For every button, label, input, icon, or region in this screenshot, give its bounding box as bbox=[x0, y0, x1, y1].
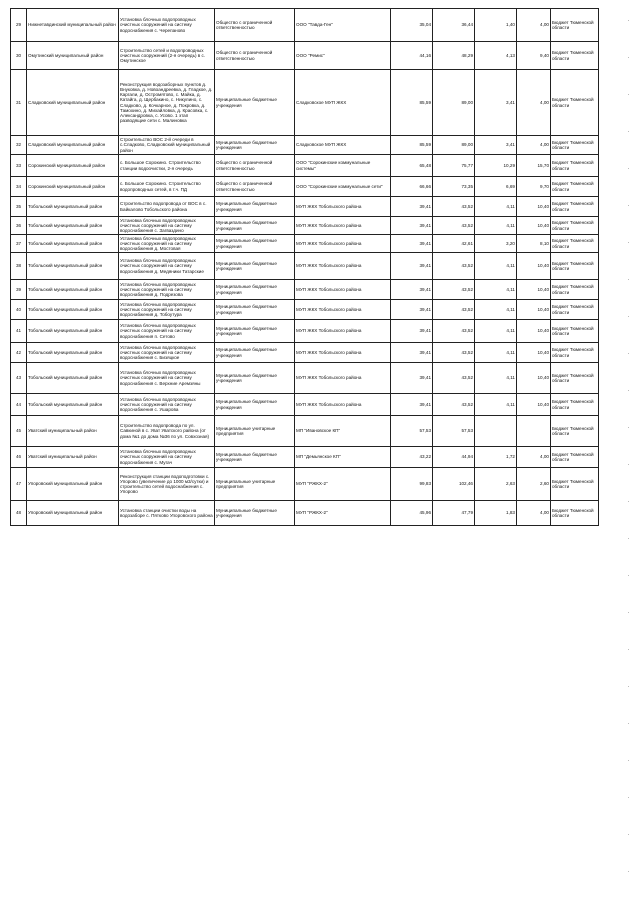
work-description-cell: Установка блочных водопроводных очистных сооружений на систему водоснабжения д. Мостовая bbox=[119, 235, 215, 253]
investment-program-table bbox=[10, 8, 599, 526]
municipality-cell: Упоровский муниципальный район bbox=[27, 501, 119, 526]
value-2-cell: 75,77 bbox=[433, 155, 475, 177]
value-3-cell: 4,11 bbox=[475, 363, 517, 394]
table-row bbox=[11, 320, 599, 343]
value-2-cell: 48,29 bbox=[433, 42, 475, 70]
scan-speckle bbox=[628, 168, 629, 169]
work-description-cell: с. Большое Сорокино. Строительство водопроводных сетей, в т.ч. ПД bbox=[119, 177, 215, 197]
row-number: 34 bbox=[11, 177, 27, 197]
value-4-cell: 10,40 bbox=[517, 217, 551, 235]
value-4-cell: 10,40 bbox=[517, 343, 551, 363]
row-number: 39 bbox=[11, 280, 27, 300]
value-2-cell: 57,53 bbox=[433, 416, 475, 447]
value-1-cell: 65,48 bbox=[391, 155, 433, 177]
organization-form-cell: Муниципальные бюджетные учреждения bbox=[215, 217, 295, 235]
organization-form-cell: Общество с ограниченной ответственностью bbox=[215, 42, 295, 70]
value-1-cell: 39,41 bbox=[391, 253, 433, 280]
work-description-cell: Установка блочных водопроводных очистных сооружений на систему водоснабжения с. Верхние Аремзяны bbox=[119, 363, 215, 394]
row-number: 31 bbox=[11, 70, 27, 136]
table-body bbox=[11, 9, 599, 526]
value-3-cell: 4,11 bbox=[475, 280, 517, 300]
organization-name-cell: МП "Демьянское КП" bbox=[295, 447, 391, 468]
organization-name-cell: МУП ЖКХ Тобольского района bbox=[295, 394, 391, 416]
value-1-cell: 57,53 bbox=[391, 416, 433, 447]
funding-source-cell: Бюджет Тюменской области bbox=[551, 70, 599, 136]
value-4-cell: 4,00 bbox=[517, 136, 551, 155]
organization-name-cell: Сладковское МУП ЖКХ bbox=[295, 70, 391, 136]
organization-form-cell: Муниципальные унитарные предприятия bbox=[215, 416, 295, 447]
table-row bbox=[11, 70, 599, 136]
table-row bbox=[11, 280, 599, 300]
value-4-cell: 2,60 bbox=[517, 468, 551, 501]
municipality-cell: Тобольский муниципальный район bbox=[27, 217, 119, 235]
organization-name-cell: МП "Ивановское КП" bbox=[295, 416, 391, 447]
funding-source-cell: Бюджет Тюменской области bbox=[551, 197, 599, 217]
value-4-cell: 10,40 bbox=[517, 394, 551, 416]
value-2-cell: 43,52 bbox=[433, 343, 475, 363]
value-1-cell: 39,41 bbox=[391, 197, 433, 217]
row-number: 45 bbox=[11, 416, 27, 447]
value-4-cell: 4,00 bbox=[517, 9, 551, 42]
row-number: 43 bbox=[11, 363, 27, 394]
row-number: 30 bbox=[11, 42, 27, 70]
table-row bbox=[11, 197, 599, 217]
scan-speckle bbox=[628, 353, 629, 354]
work-description-cell: Установка блочных водопроводных очистных сооружений на систему водоснабжения д. Медяники Татарские bbox=[119, 253, 215, 280]
organization-name-cell: МУП ЖКХ Тобольского района bbox=[295, 300, 391, 320]
organization-name-cell: МУП ЖКХ Тобольского района bbox=[295, 235, 391, 253]
value-4-cell: 9,70 bbox=[517, 177, 551, 197]
municipality-cell: Уватский муниципальный район bbox=[27, 447, 119, 468]
organization-name-cell: МУП ЖКХ Тобольского района bbox=[295, 197, 391, 217]
scan-speckle bbox=[628, 723, 629, 724]
work-description-cell: Установка блочных водопроводных очистных сооружений на систему водоснабжения с. Мугач bbox=[119, 447, 215, 468]
funding-source-cell: Бюджет Тюменской области bbox=[551, 363, 599, 394]
work-description-cell: Реконструкция водозаборных пунктов д. Внуковка, д. Новоандреевка, д. Гладкое, д. Каргали, д. Остромятово, с. Майка, д. Катайга, д. Щербакино, с. Никулино, с. Сладково, д. Кочкарное, д. Покровка, д. Тамохино, д. Михайловка, д. Красовка, с. Александровка, с. Усово. 1 этап разводящие сети с. Малиновка bbox=[119, 70, 215, 136]
work-description-cell: Реконструкция станции водоподготовки с. Упорово (увеличение до 1000 м3/сутки) и строительство сетей водоснабжения с. Упорово bbox=[119, 468, 215, 501]
row-number: 48 bbox=[11, 501, 27, 526]
municipality-cell: Тобольский муниципальный район bbox=[27, 197, 119, 217]
table-row bbox=[11, 217, 599, 235]
value-1-cell: 85,59 bbox=[391, 136, 433, 155]
value-2-cell: 43,52 bbox=[433, 280, 475, 300]
scan-speckle bbox=[628, 871, 629, 872]
value-3-cell: 4,11 bbox=[475, 300, 517, 320]
value-2-cell: 43,52 bbox=[433, 217, 475, 235]
municipality-cell: Тобольский муниципальный район bbox=[27, 300, 119, 320]
row-number: 36 bbox=[11, 217, 27, 235]
organization-form-cell: Муниципальные бюджетные учреждения bbox=[215, 136, 295, 155]
value-1-cell: 44,16 bbox=[391, 42, 433, 70]
table-row bbox=[11, 177, 599, 197]
municipality-cell: Сладковский муниципальный район bbox=[27, 136, 119, 155]
value-1-cell: 39,41 bbox=[391, 300, 433, 320]
funding-source-cell: Бюджет Тюменской области bbox=[551, 343, 599, 363]
value-4-cell: 10,40 bbox=[517, 300, 551, 320]
value-3-cell: 4,13 bbox=[475, 42, 517, 70]
value-2-cell: 43,52 bbox=[433, 253, 475, 280]
value-1-cell: 43,22 bbox=[391, 447, 433, 468]
value-4-cell: 8,10 bbox=[517, 235, 551, 253]
organization-form-cell: Муниципальные бюджетные учреждения bbox=[215, 253, 295, 280]
row-number: 37 bbox=[11, 235, 27, 253]
value-3-cell: 4,11 bbox=[475, 343, 517, 363]
municipality-cell: Тобольский муниципальный район bbox=[27, 235, 119, 253]
municipality-cell: Уватский муниципальный район bbox=[27, 416, 119, 447]
table-row bbox=[11, 136, 599, 155]
organization-name-cell: МУП ЖКХ Тобольского района bbox=[295, 217, 391, 235]
table-row bbox=[11, 155, 599, 177]
organization-name-cell: МУП ЖКХ Тобольского района bbox=[295, 280, 391, 300]
work-description-cell: Строительство водопровода по ул. Савкиной в с. Уват Уватского района (от дома №1 до дома №36 по ул. Совхозная) bbox=[119, 416, 215, 447]
scan-speckle bbox=[628, 464, 629, 465]
municipality-cell: Тобольский муниципальный район bbox=[27, 363, 119, 394]
work-description-cell: Установка блочных водопроводных очистных сооружений на систему водоснабжения с. Загваздино bbox=[119, 217, 215, 235]
row-number: 32 bbox=[11, 136, 27, 155]
value-1-cell: 99,83 bbox=[391, 468, 433, 501]
value-3-cell: 3,41 bbox=[475, 70, 517, 136]
organization-name-cell: Сладковское МУП ЖКХ bbox=[295, 136, 391, 155]
scan-speckle bbox=[628, 501, 629, 502]
row-number: 46 bbox=[11, 447, 27, 468]
row-number: 33 bbox=[11, 155, 27, 177]
value-3-cell: 10,29 bbox=[475, 155, 517, 177]
municipality-cell: Тобольский муниципальный район bbox=[27, 280, 119, 300]
organization-form-cell: Общество с ограниченной ответственностью bbox=[215, 155, 295, 177]
work-description-cell: Установка блочных водопроводных очистных сооружений на систему водоснабжения п. Сетово bbox=[119, 320, 215, 343]
value-4-cell: 15,70 bbox=[517, 155, 551, 177]
value-4-cell: 4,00 bbox=[517, 501, 551, 526]
work-description-cell: Установка блочных водопроводных очистных сооружений на систему водоснабжения с. Ушарова bbox=[119, 394, 215, 416]
municipality-cell: Сорокинский муниципальный район bbox=[27, 177, 119, 197]
row-number: 47 bbox=[11, 468, 27, 501]
funding-source-cell: Бюджет Тюменской области bbox=[551, 394, 599, 416]
municipality-cell: Омутинский муниципальный район bbox=[27, 42, 119, 70]
value-2-cell: 73,35 bbox=[433, 177, 475, 197]
organization-form-cell: Муниципальные бюджетные учреждения bbox=[215, 197, 295, 217]
table-row bbox=[11, 9, 599, 42]
funding-source-cell: Бюджет Тюменской области bbox=[551, 42, 599, 70]
value-2-cell: 44,94 bbox=[433, 447, 475, 468]
value-1-cell: 39,41 bbox=[391, 217, 433, 235]
value-4-cell: 9,40 bbox=[517, 42, 551, 70]
work-description-cell: Строительство ВОС 2-й очереди в с.Сладково, Сладковский муниципальный район bbox=[119, 136, 215, 155]
funding-source-cell: Бюджет Тюменской области bbox=[551, 468, 599, 501]
organization-name-cell: ООО "Сорокинские коммунальные системы" bbox=[295, 155, 391, 177]
funding-source-cell: Бюджет Тюменской области bbox=[551, 217, 599, 235]
scan-speckle bbox=[628, 538, 629, 539]
municipality-cell: Тобольский муниципальный район bbox=[27, 343, 119, 363]
funding-source-cell: Бюджет Тюменской области bbox=[551, 447, 599, 468]
value-2-cell: 102,46 bbox=[433, 468, 475, 501]
value-3-cell: 4,11 bbox=[475, 217, 517, 235]
row-number: 29 bbox=[11, 9, 27, 42]
work-description-cell: Установка блочных водопроводных очистных сооружений на систему водоснабжения с. Бизяцкое bbox=[119, 343, 215, 363]
value-2-cell: 89,00 bbox=[433, 136, 475, 155]
table-row bbox=[11, 42, 599, 70]
organization-name-cell: МУП ЖКХ Тобольского района bbox=[295, 320, 391, 343]
value-2-cell: 43,52 bbox=[433, 363, 475, 394]
scan-speckle bbox=[628, 612, 629, 613]
funding-source-cell: Бюджет Тюменской области bbox=[551, 280, 599, 300]
funding-source-cell: Бюджет Тюменской области bbox=[551, 253, 599, 280]
value-1-cell: 39,41 bbox=[391, 343, 433, 363]
scan-speckle bbox=[628, 242, 629, 243]
organization-name-cell: МУП "РЖКХ-2" bbox=[295, 501, 391, 526]
organization-form-cell: Муниципальные унитарные предприятия bbox=[215, 468, 295, 501]
scan-speckle bbox=[628, 575, 629, 576]
scan-speckle bbox=[628, 760, 629, 761]
scan-speckle bbox=[628, 427, 629, 428]
value-4-cell: 10,40 bbox=[517, 253, 551, 280]
row-number: 38 bbox=[11, 253, 27, 280]
value-1-cell: 85,59 bbox=[391, 70, 433, 136]
table-row bbox=[11, 253, 599, 280]
organization-form-cell: Муниципальные бюджетные учреждения bbox=[215, 447, 295, 468]
value-4-cell: 10,40 bbox=[517, 197, 551, 217]
organization-form-cell: Муниципальные бюджетные учреждения bbox=[215, 320, 295, 343]
value-1-cell: 39,41 bbox=[391, 320, 433, 343]
scan-speckle bbox=[628, 390, 629, 391]
value-3-cell: 1,40 bbox=[475, 9, 517, 42]
value-3-cell: 1,72 bbox=[475, 447, 517, 468]
value-4-cell bbox=[517, 416, 551, 447]
organization-form-cell: Общество с ограниченной ответственностью bbox=[215, 177, 295, 197]
organization-name-cell: МУП ЖКХ Тобольского района bbox=[295, 343, 391, 363]
value-1-cell: 35,04 bbox=[391, 9, 433, 42]
table-row bbox=[11, 235, 599, 253]
organization-form-cell: Общество с ограниченной ответственностью bbox=[215, 9, 295, 42]
value-3-cell: 4,11 bbox=[475, 253, 517, 280]
row-number: 42 bbox=[11, 343, 27, 363]
scan-speckle bbox=[628, 20, 629, 21]
work-description-cell: Строительство водопровода от ВОС в с. Байкалово Тобольского района bbox=[119, 197, 215, 217]
value-1-cell: 39,41 bbox=[391, 363, 433, 394]
value-3-cell: 3,41 bbox=[475, 136, 517, 155]
value-2-cell: 43,52 bbox=[433, 320, 475, 343]
table-row bbox=[11, 416, 599, 447]
value-1-cell: 66,66 bbox=[391, 177, 433, 197]
scan-speckle bbox=[628, 649, 629, 650]
scan-speckle bbox=[628, 834, 629, 835]
work-description-cell: Установка блочных водопроводных очистных сооружений на систему водоснабжения с. Черепаново bbox=[119, 9, 215, 42]
organization-name-cell: ООО "Сорокинские коммунальные сети" bbox=[295, 177, 391, 197]
organization-name-cell: МУП ЖКХ Тобольского района bbox=[295, 253, 391, 280]
municipality-cell: Сорокинский муниципальный район bbox=[27, 155, 119, 177]
work-description-cell: Установка блочных водопроводных очистных сооружений на систему водоснабжения д. Тобоутура bbox=[119, 300, 215, 320]
value-2-cell: 43,52 bbox=[433, 394, 475, 416]
value-3-cell bbox=[475, 416, 517, 447]
funding-source-cell: Бюджет Тюменской области bbox=[551, 300, 599, 320]
scan-speckle bbox=[628, 797, 629, 798]
work-description-cell: Установка блочных водопроводных очистных сооружений на систему водоснабжения д. Подрезова bbox=[119, 280, 215, 300]
organization-name-cell: ООО "Ремис" bbox=[295, 42, 391, 70]
organization-form-cell: Муниципальные бюджетные учреждения bbox=[215, 70, 295, 136]
value-2-cell: 43,52 bbox=[433, 197, 475, 217]
organization-form-cell: Муниципальные бюджетные учреждения bbox=[215, 300, 295, 320]
table-row bbox=[11, 447, 599, 468]
organization-form-cell: Муниципальные бюджетные учреждения bbox=[215, 343, 295, 363]
funding-source-cell: Бюджет Тюменской области bbox=[551, 155, 599, 177]
scan-speckle bbox=[628, 279, 629, 280]
value-4-cell: 4,00 bbox=[517, 70, 551, 136]
row-number: 41 bbox=[11, 320, 27, 343]
work-description-cell: Установка станции очистки воды на водозаборе с. Пятково Упоровского района bbox=[119, 501, 215, 526]
row-number: 40 bbox=[11, 300, 27, 320]
value-1-cell: 39,41 bbox=[391, 235, 433, 253]
organization-form-cell: Муниципальные бюджетные учреждения bbox=[215, 235, 295, 253]
funding-source-cell: Бюджет Тюменской области bbox=[551, 177, 599, 197]
organization-form-cell: Муниципальные бюджетные учреждения bbox=[215, 280, 295, 300]
scan-speckle bbox=[628, 316, 629, 317]
organization-name-cell: МУП ЖКХ Тобольского района bbox=[295, 363, 391, 394]
value-3-cell: 4,11 bbox=[475, 197, 517, 217]
work-description-cell: с. Большое Сорокино. Строительство станции водоочистки, 2-я очередь bbox=[119, 155, 215, 177]
value-3-cell: 6,69 bbox=[475, 177, 517, 197]
scan-speckle bbox=[628, 94, 629, 95]
funding-source-cell: Бюджет Тюменской области bbox=[551, 416, 599, 447]
funding-source-cell: Бюджет Тюменской области bbox=[551, 235, 599, 253]
value-1-cell: 39,41 bbox=[391, 280, 433, 300]
municipality-cell: Сладковский муниципальный район bbox=[27, 70, 119, 136]
municipality-cell: Нижнетавдинский муниципальный район bbox=[27, 9, 119, 42]
funding-source-cell: Бюджет Тюменской области bbox=[551, 320, 599, 343]
row-number: 44 bbox=[11, 394, 27, 416]
value-1-cell: 39,41 bbox=[391, 394, 433, 416]
value-3-cell: 3,20 bbox=[475, 235, 517, 253]
value-1-cell: 45,96 bbox=[391, 501, 433, 526]
municipality-cell: Тобольский муниципальный район bbox=[27, 253, 119, 280]
value-3-cell: 1,83 bbox=[475, 501, 517, 526]
scan-speckle bbox=[628, 131, 629, 132]
value-4-cell: 10,40 bbox=[517, 363, 551, 394]
value-3-cell: 4,11 bbox=[475, 320, 517, 343]
funding-source-cell: Бюджет Тюменской области bbox=[551, 136, 599, 155]
table-row bbox=[11, 501, 599, 526]
row-number: 35 bbox=[11, 197, 27, 217]
table-row bbox=[11, 394, 599, 416]
municipality-cell: Тобольский муниципальный район bbox=[27, 394, 119, 416]
organization-form-cell: Муниципальные бюджетные учреждения bbox=[215, 501, 295, 526]
table-row bbox=[11, 468, 599, 501]
organization-form-cell: Муниципальные бюджетные учреждения bbox=[215, 363, 295, 394]
organization-form-cell: Муниципальные бюджетные учреждения bbox=[215, 394, 295, 416]
table-row bbox=[11, 300, 599, 320]
scan-speckle bbox=[628, 205, 629, 206]
organization-name-cell: ООО "Тавда-Ген" bbox=[295, 9, 391, 42]
value-4-cell: 10,40 bbox=[517, 280, 551, 300]
value-2-cell: 47,79 bbox=[433, 501, 475, 526]
value-4-cell: 10,40 bbox=[517, 320, 551, 343]
value-3-cell: 4,11 bbox=[475, 394, 517, 416]
table-row bbox=[11, 363, 599, 394]
work-description-cell: Строительство сетей и водопроводных очистных сооружений (2-я очередь) в с. Омутинское bbox=[119, 42, 215, 70]
value-2-cell: 36,44 bbox=[433, 9, 475, 42]
value-2-cell: 89,00 bbox=[433, 70, 475, 136]
value-2-cell: 42,61 bbox=[433, 235, 475, 253]
funding-source-cell: Бюджет Тюменской области bbox=[551, 501, 599, 526]
municipality-cell: Упоровский муниципальный район bbox=[27, 468, 119, 501]
value-4-cell: 4,00 bbox=[517, 447, 551, 468]
municipality-cell: Тобольский муниципальный район bbox=[27, 320, 119, 343]
table-row bbox=[11, 343, 599, 363]
value-3-cell: 2,63 bbox=[475, 468, 517, 501]
value-2-cell: 43,52 bbox=[433, 300, 475, 320]
scan-speckle bbox=[628, 686, 629, 687]
organization-name-cell: МУП "РЖКХ-2" bbox=[295, 468, 391, 501]
scan-speckle bbox=[628, 57, 629, 58]
funding-source-cell: Бюджет Тюменской области bbox=[551, 9, 599, 42]
